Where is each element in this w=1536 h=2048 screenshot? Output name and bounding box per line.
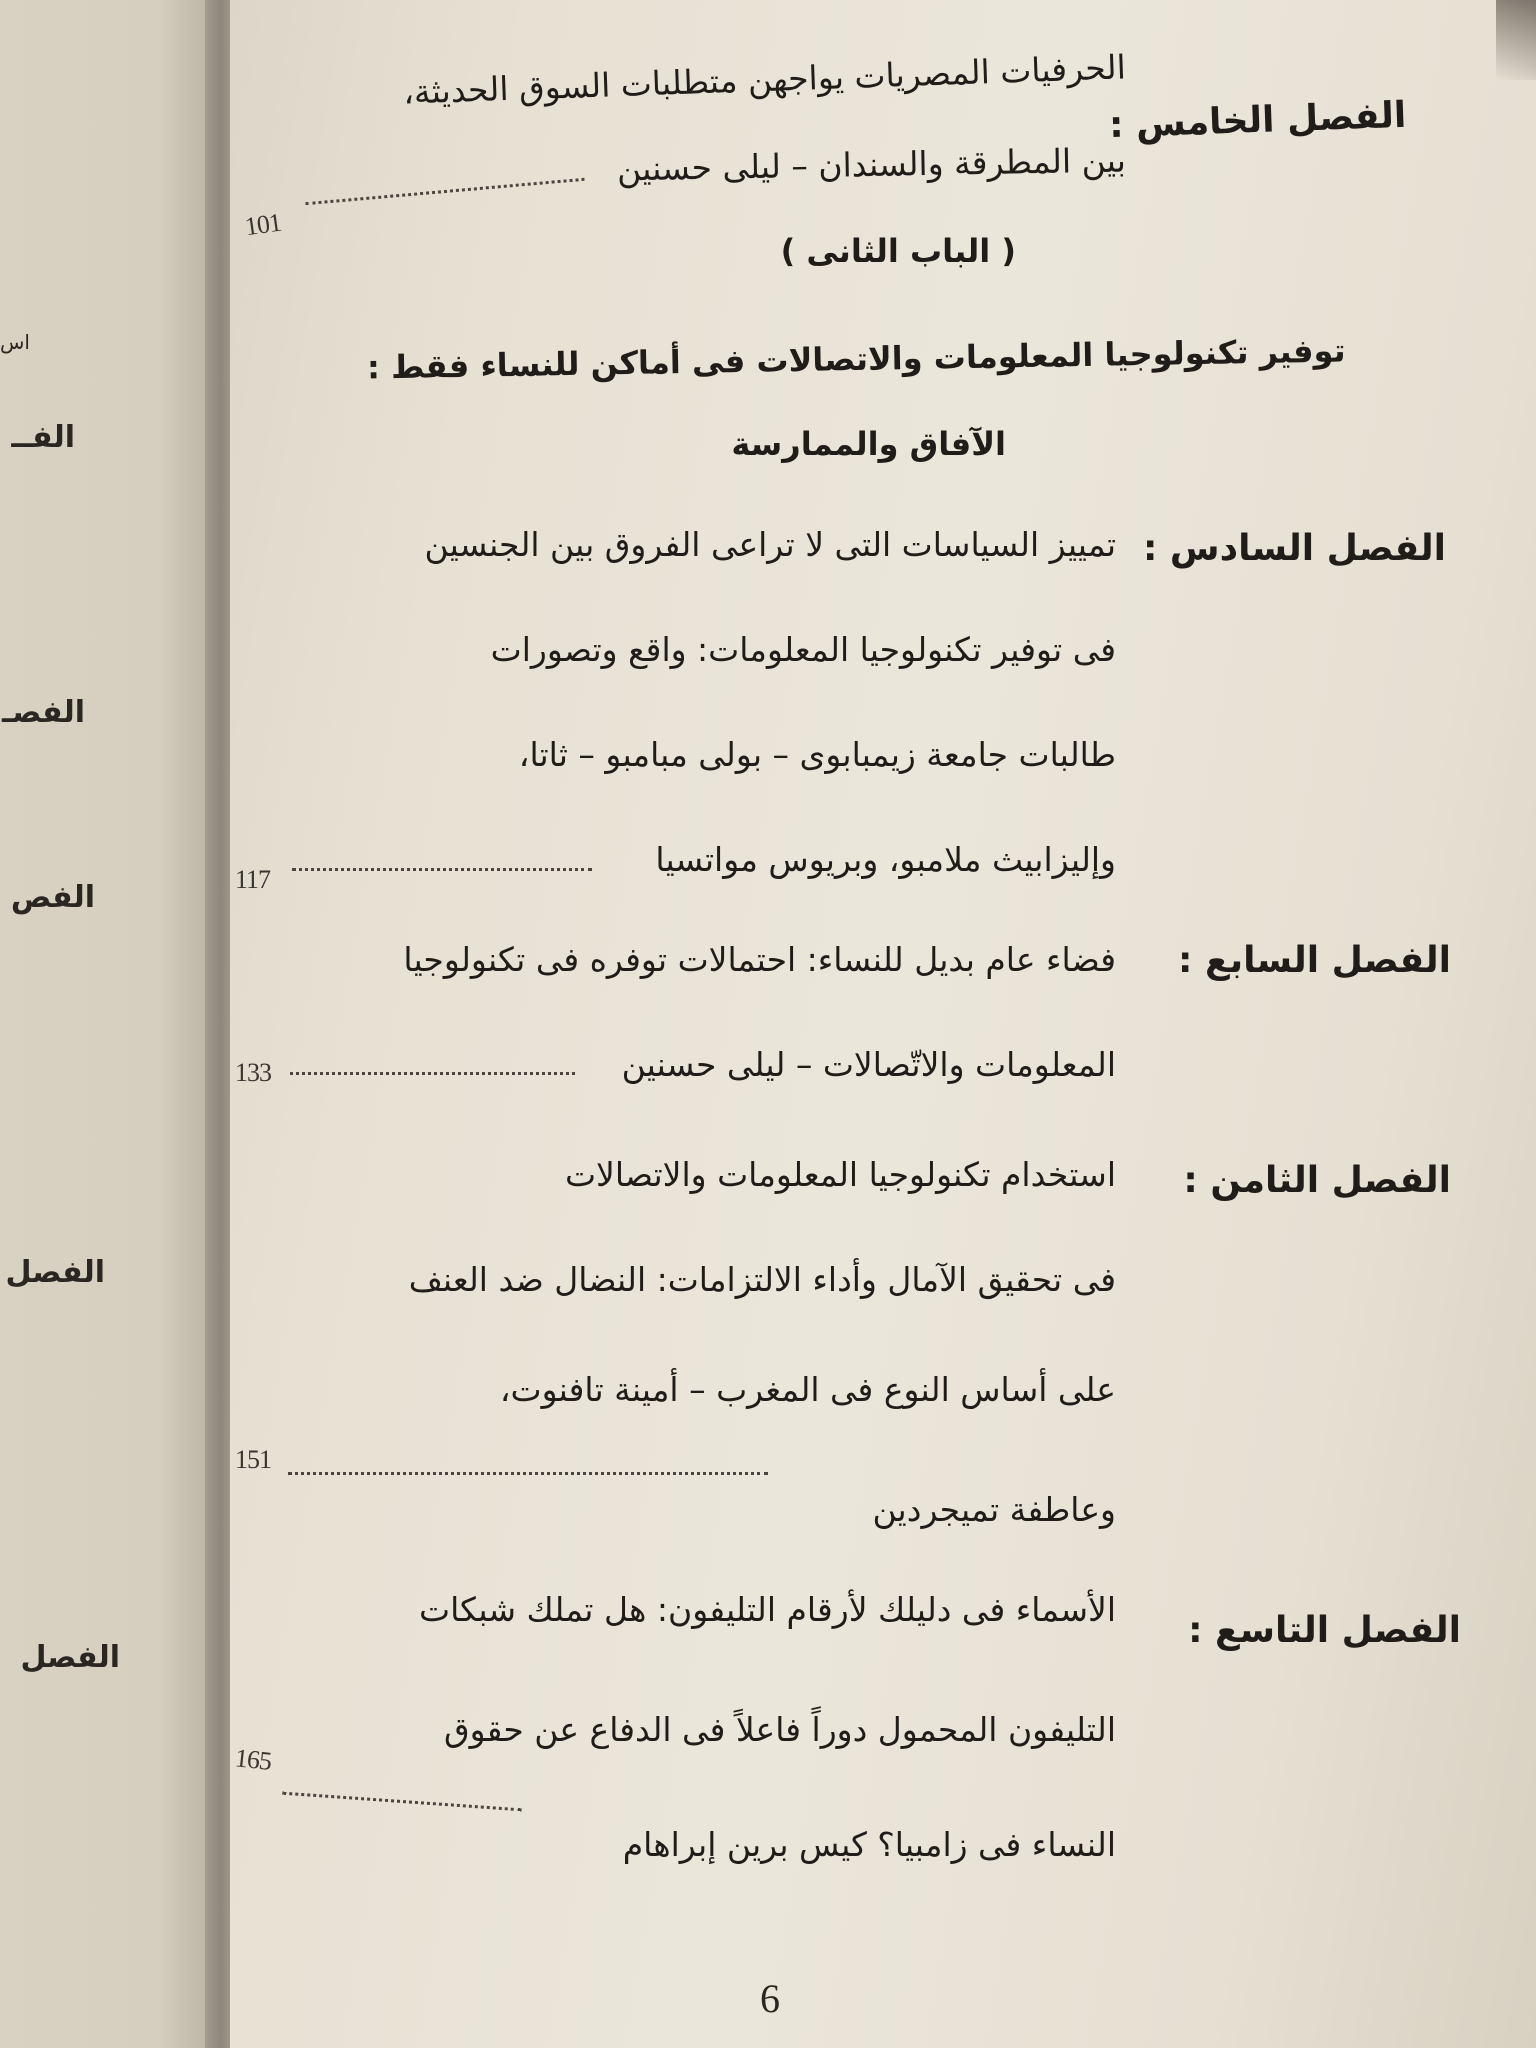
- toc-page: [230, 0, 1536, 2048]
- chapter-6-title-line4: وإليزابيث ملامبو، وبريوس مواتسيا: [655, 840, 1116, 879]
- chapter-6-title-line1: تمييز السياسات التى لا تراعى الفروق بين الجنسين: [424, 525, 1116, 564]
- chapter-8-title-line3: على أساس النوع فى المغرب – أمينة تافنوت،: [499, 1370, 1116, 1409]
- chapter-6-title-line3: طالبات جامعة زيمبابوى – بولى مبامبو – ثاتا،: [518, 735, 1116, 774]
- chapter-8-leader-dots: [288, 1472, 768, 1475]
- chapter-8-heading: الفصل الثامن :: [1183, 1160, 1451, 1201]
- chapter-6-heading: الفصل السادس :: [1143, 528, 1446, 569]
- chapter-8-title-line2: فى تحقيق الآمال وأداء الالتزامات: النضال ضد العنف: [408, 1260, 1116, 1299]
- chapter-6-leader-dots: [292, 868, 592, 871]
- left-page-fragment: الفص: [10, 880, 95, 915]
- chapter-7-leader-dots: [290, 1072, 575, 1075]
- chapter-5-page-number: 101: [243, 207, 283, 242]
- chapter-5-title-line1: الحرفيات المصريات يواجهن متطلبات السوق الحديثة،: [402, 47, 1127, 112]
- chapter-6-page-number: 117: [235, 865, 271, 894]
- left-page-fragment: الفــ: [11, 420, 75, 455]
- chapter-9-leader-dots: [282, 1792, 522, 1812]
- folio-page-number: 6: [760, 1976, 780, 2021]
- chapter-9-page-number: 165: [233, 1743, 273, 1776]
- page-corner-shadow: [1496, 0, 1536, 80]
- chapter-8-page-number: 151: [235, 1445, 271, 1474]
- chapter-9-title-line1: الأسماء فى دليلك لأرقام التليفون: هل تملك شبكات: [419, 1590, 1116, 1629]
- chapter-7-page-number: 133: [235, 1058, 271, 1087]
- chapter-5-title-line2: بين المطرقة والسندان – ليلى حسنين: [616, 140, 1127, 189]
- chapter-9-title-line3: النساء فى زامبيا؟ كيس برين إبراهام: [622, 1825, 1116, 1864]
- chapter-5-leader-dots: [305, 178, 584, 205]
- chapter-7-title-line1: فضاء عام بديل للنساء: احتمالات توفره فى تكنولوجيا: [403, 940, 1116, 979]
- chapter-6-title-line2: فى توفير تكنولوجيا المعلومات: واقع وتصورات: [490, 630, 1116, 669]
- chapter-7-title-line2: المعلومات والاتّصالات – ليلى حسنين: [621, 1045, 1116, 1084]
- chapter-8-title-line4: وعاطفة تميجردين: [872, 1490, 1116, 1529]
- chapter-5-heading: الفصل الخامس :: [1108, 94, 1407, 147]
- chapter-8-title-line1: استخدام تكنولوجيا المعلومات والاتصالات: [564, 1155, 1116, 1194]
- chapter-9-title-line2: التليفون المحمول دوراً فاعلاً فى الدفاع عن حقوق: [443, 1710, 1116, 1749]
- previous-page-edge: [0, 0, 225, 2048]
- part-2-subtitle-line2: الآفاق والممارسة: [731, 425, 1006, 463]
- part-2-title: ( الباب الثانى ): [780, 232, 1016, 270]
- chapter-7-heading: الفصل السابع :: [1178, 940, 1451, 981]
- left-page-fragment: الفصـ: [2, 695, 85, 730]
- left-page-fragment: الفصل: [5, 1255, 105, 1290]
- chapter-9-heading: الفصل التاسع :: [1188, 1610, 1461, 1651]
- part-2-subtitle-line1: توفير تكنولوجيا المعلومات والاتصالات فى أماكن للنساء فقط :: [367, 331, 1347, 387]
- left-page-fragment: الفصل: [20, 1640, 120, 1675]
- left-page-fragment: اس: [0, 330, 30, 354]
